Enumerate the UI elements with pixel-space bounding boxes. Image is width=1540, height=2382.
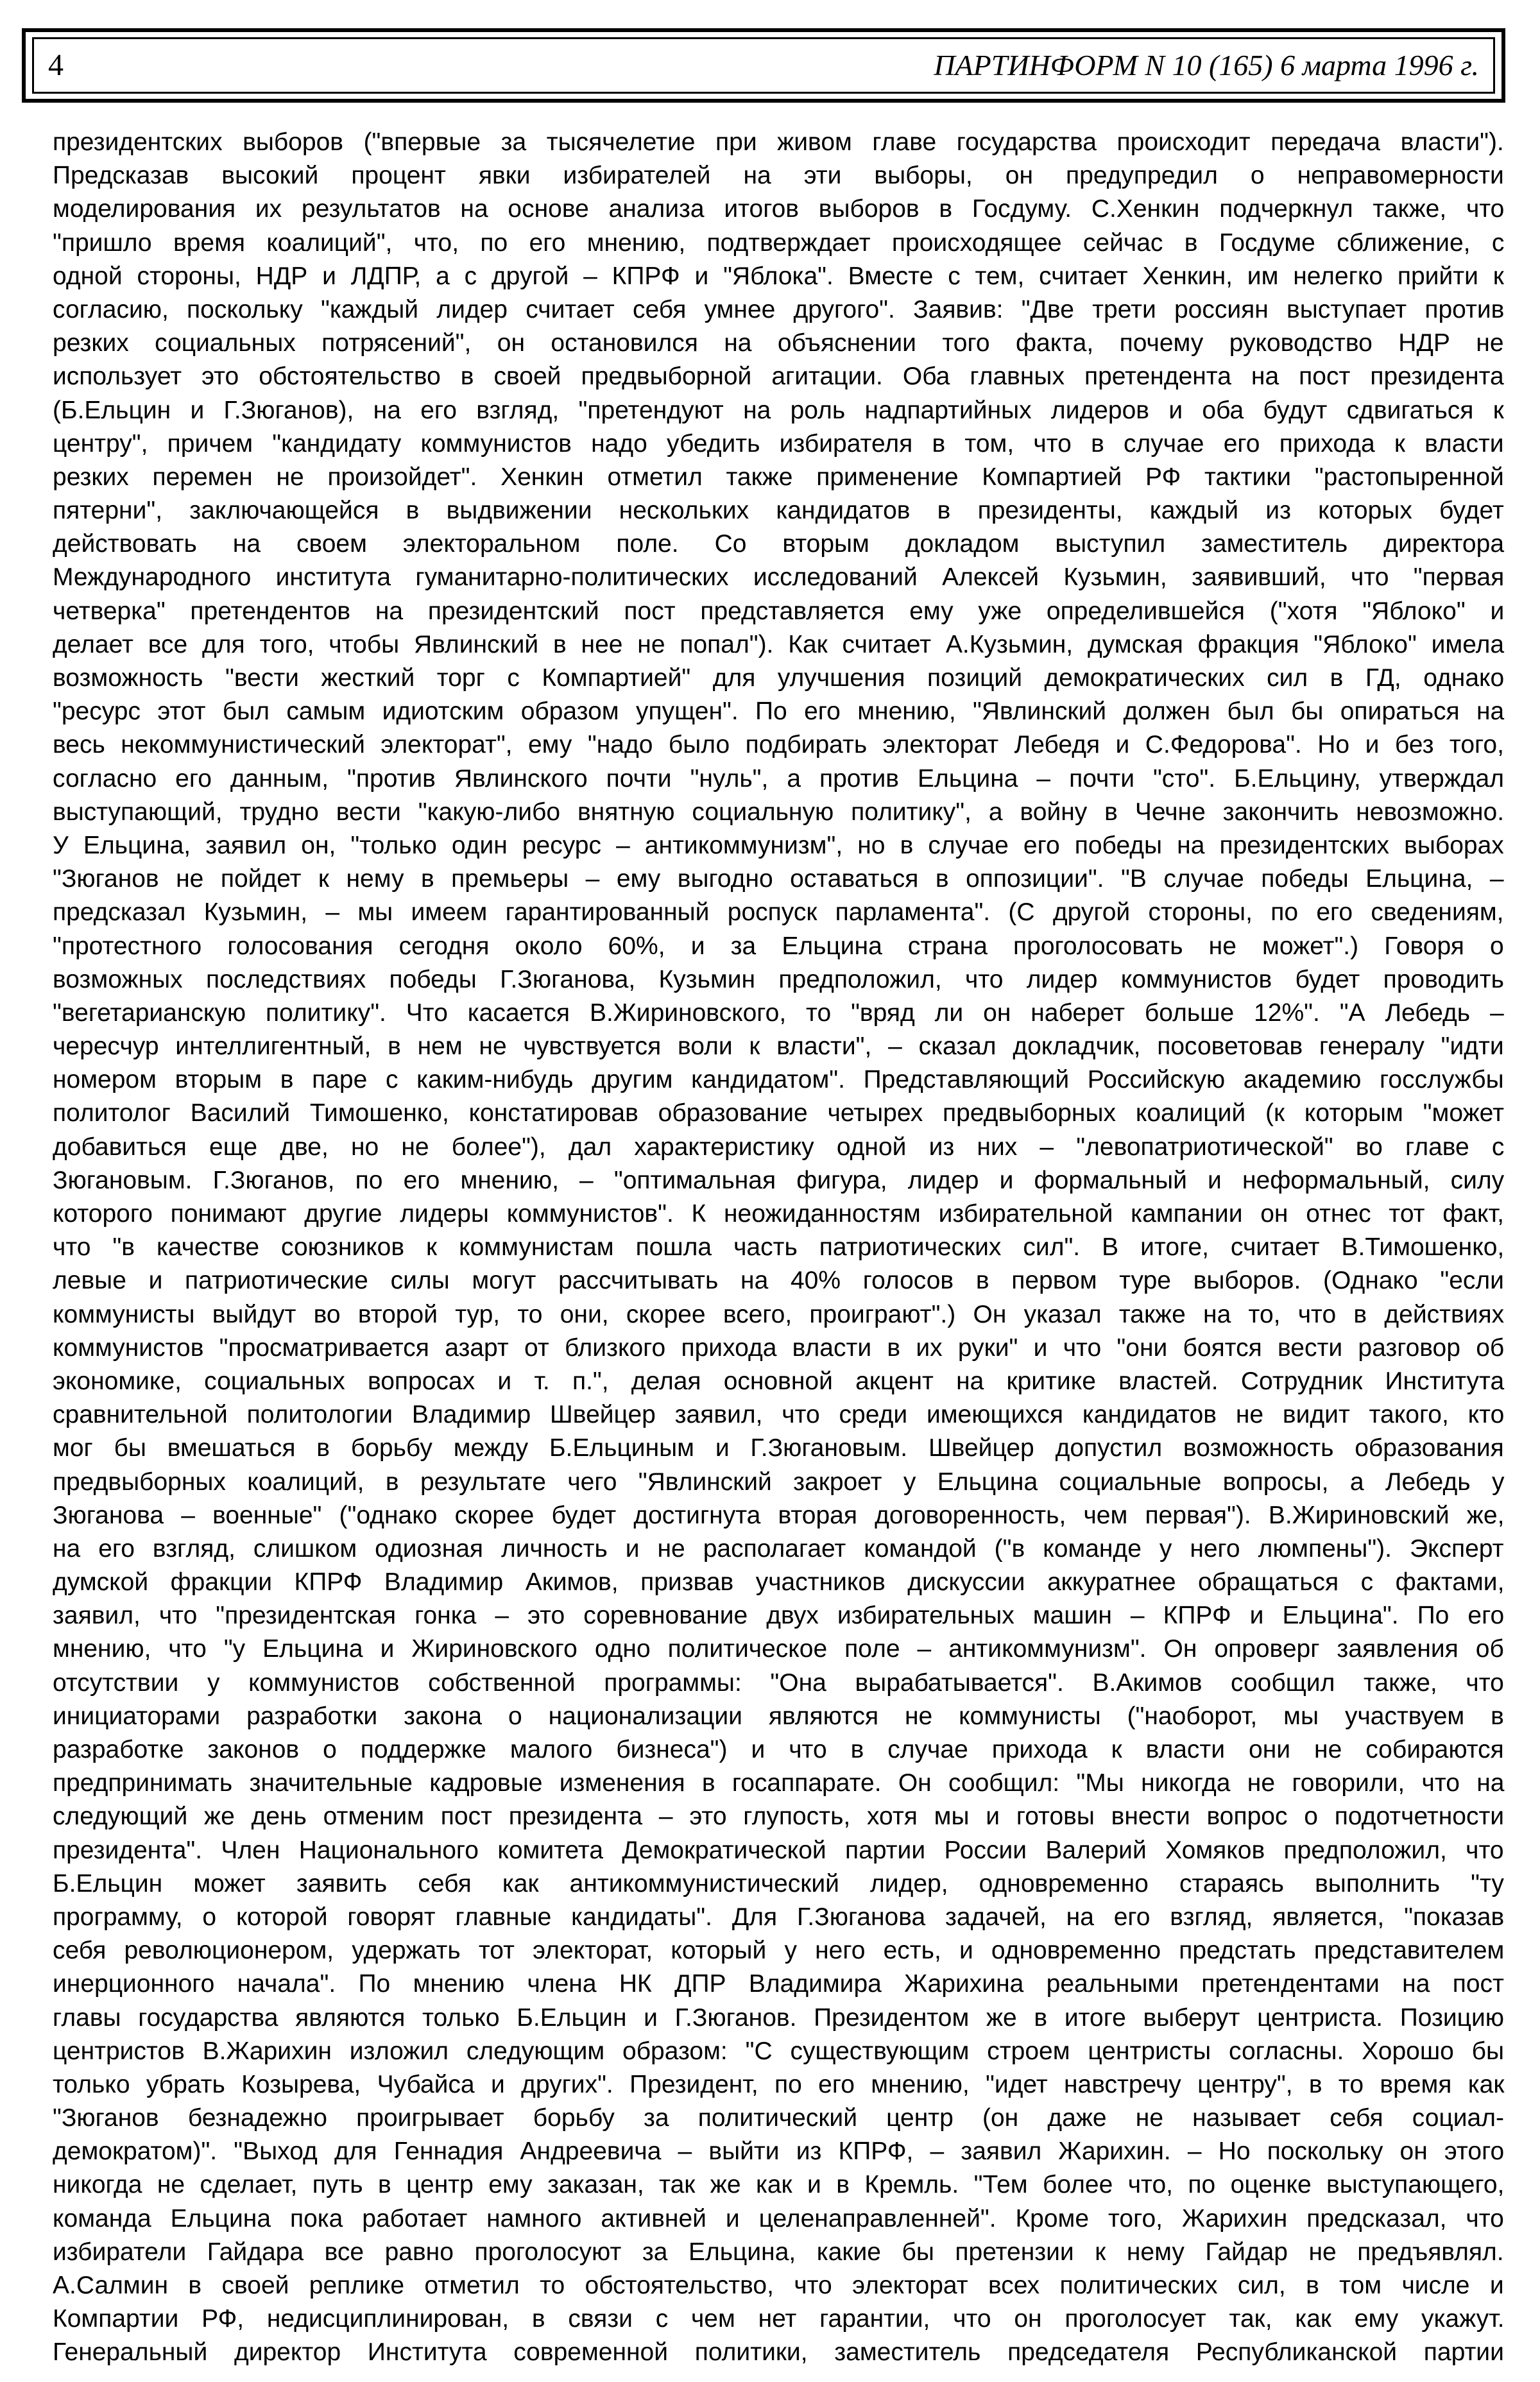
article-line: команда Ельцина пока работает намного активней и целенаправленней". Кроме того, Жарихин предсказал, что [53,2204,1504,2232]
article-line: весь некоммунистический электорат", ему "надо было подбирать электорат Лебедя и С.Федорова". Но и без того, [53,731,1504,759]
article-line: думской фракции КПРФ Владимир Акимов, призвав участников дискуссии аккуратнее обращаться с фактами, [53,1568,1505,1597]
article-line: сравнительной политологии Владимир Швейцер заявил, что среди имеющихся кандидатов не видит такого, кто [53,1401,1505,1429]
article-line: мнению, что "у Ельцина и Жириновского одно политическое поле – антикоммунизм". Он опроверг заявления об [53,1635,1504,1663]
article-line: инициаторами разработки закона о национализации являются не коммунисты ("наоборот, мы участвуем в [53,1702,1504,1730]
article-line: президента". Член Национального комитета Демократической партии России Валерий Хомяков предположил, что [53,1836,1504,1864]
article-line: согласно его данным, "против Явлинского почти "нуль", а против Ельцина – почти "сто". Б.Ельцину, утверждал [53,764,1504,793]
article-line: центристов В.Жарихин изложил следующим образом: "С существующим строем центристы согласны. Хорошо бы [53,2037,1505,2065]
article-line: чересчур интеллигентный, в нем не чувствуется воли к власти", – сказал докладчик, посоветовав генералу "идти [53,1032,1504,1061]
article-line: предпринимать значительные кадровые изменения в госаппарате. Он сообщил: "Мы никогда не говорили, что на [53,1769,1505,1797]
article-line: пятерни", заключающейся в выдвижении нескольких кандидатов в президенты, каждый из которых будет [53,497,1504,525]
article-line: Зюгановым. Г.Зюганов, по его мнению, – "оптимальная фигура, лидер и формальный и неформальный, силу [53,1166,1505,1194]
article-body [53,126,1504,2370]
article-line: одной стороны, НДР и ЛДПР, а с другой – КПРФ и "Яблока". Вместе с тем, считает Хенкин, им нелегко прийти к [53,262,1504,290]
article-line: делает все для того, чтобы Явлинский в нее не попал"). Как считает А.Кузьмин, думская фракция "Яблоко" имела [53,630,1505,658]
page-number: 4 [48,48,64,82]
article-line: президентских выборов ("впервые за тысячелетие при живом главе государства происходит передача власти"). [53,128,1504,156]
article-line: "Зюганов безнадежно проигрывает борьбу за политический центр (он даже не называет себя социал- [53,2104,1504,2132]
page-header [22,28,1505,103]
article-line: номером вторым в паре с каким-нибудь другим кандидатом". Представляющий Российскую академию госслужбы [53,1066,1504,1094]
article-line: которого понимают другие лидеры коммунистов". К неожиданностям избирательной кампании он отнес тот факт, [53,1200,1504,1228]
article-line: Предсказав высокий процент явки избирателей на эти выборы, он предупредил о неправомерности [53,162,1504,190]
article-line: Генеральный директор Института современной политики, заместитель председателя Республиканской партии [53,2338,1504,2367]
article-line: главы государства являются только Б.Ельцин и Г.Зюганов. Президентом же в итоге выберут центриста. Позицию [53,2003,1505,2032]
article-line: политолог Василий Тимошенко, констатировав образование четырех предвыборных коалиций (к которым "может [53,1099,1504,1127]
article-line: Б.Ельцин может заявить себя как антикоммунистический лидер, одновременно стараясь выполнить "ту [53,1869,1504,1898]
article-line: действовать на своем электоральном поле. Со вторым докладом выступил заместитель директора [53,530,1505,558]
article-line: "Зюганов не пойдет к нему в премьеры – ему выгодно оставаться в оппозиции". "В случае победы Ельцина, – [53,865,1504,893]
article-line: никогда не сделает, путь в центр ему заказан, так же как и в Кремль. "Тем более что, по оценке выступающего, [53,2171,1505,2199]
article-line: "ресурс этот был самым идиотским образом упущен". По его мнению, "Явлинский должен был бы опираться на [53,698,1505,726]
article-line: согласию, поскольку "каждый лидер считает себя умнее другого". Заявив: "Две трети россиян выступает против [53,295,1505,323]
article-line: четверка" претендентов на президентский пост представляется ему уже определившейся ("хотя "Яблоко" и [53,597,1505,625]
article-line: возможных последствиях победы Г.Зюганова, Кузьмин предположил, что лидер коммунистов будет проводить [53,965,1504,993]
article-line: что "в качестве союзников к коммунистам пошла часть патриотических сил". В итоге, считает В.Тимошенко, [53,1233,1505,1262]
article-line: Международного института гуманитарно-политических исследований Алексей Кузьмин, заявивший, что "первая [53,563,1505,592]
article-line: программу, о которой говорят главные кандидаты". Для Г.Зюганова задачей, на его взгляд, является, "показав [53,1903,1505,1931]
article-line: Зюганова – военные" ("однако скорее будет достигнута вторая договоренность, чем первая"). В.Жириновский же, [53,1501,1505,1529]
article-line: разработке законов о поддержке малого бизнеса") и что в случае прихода к власти они не собираются [53,1736,1504,1763]
article-line: предвыборных коалиций, в результате чего "Явлинский закроет у Ельцина социальные вопросы, а Лебедь у [53,1468,1505,1496]
article-line: использует это обстоятельство в своей предвыборной агитации. Оба главных претендента на пост президента [53,363,1504,391]
article-line: моделирования их результатов на основе анализа итогов выборов в Госдуму. С.Хенкин подчеркнул также, что [53,195,1505,223]
article-line: (Б.Ельцин и Г.Зюганов), на его взгляд, "претендуют на роль надпартийных лидеров и оба будут сдвигаться к [53,396,1504,424]
article-line: избиратели Гайдара все равно проголосуют за Ельцина, какие бы претензии к нему Гайдар не предъявлял. [53,2238,1504,2266]
page-header-frame [32,37,1495,94]
article-line: выступающий, трудно вести "какую-либо внятную социальную политику", а войну в Чечне закончить невозможно. [53,798,1505,826]
article-line: "пришло время коалиций", что, по его мнению, подтверждает происходящее сейчас в Госдуме сближение, с [53,228,1505,257]
article-line: мог бы вмешаться в борьбу между Б.Ельциным и Г.Зюгановым. Швейцер допустил возможность образования [53,1434,1504,1462]
article-line: себя революционером, удержать тот электорат, который у него есть, и одновременно предстать представителем [53,1937,1505,1965]
article-line: предсказал Кузьмин, – мы имеем гарантированный роспуск парламента". (С другой стороны, по его сведениям, [53,898,1504,927]
article-line: следующий же день отменим пост президента – это глупость, хотя мы и готовы внести вопрос о подотчетности [53,1803,1505,1831]
article-line: У Ельцина, заявил он, "только один ресурс – антикоммунизм", но в случае его победы на президентских выборах [53,831,1504,859]
article-line: Компартии РФ, недисциплинирован, в связи с чем нет гарантии, что он проголосует так, как ему укажут. [53,2305,1505,2333]
publication-title: ПАРТИНФОРМ N 10 (165) 6 марта 1996 г. [934,49,1479,81]
article-line: инерционного начала". По мнению члена НК ДПР Владимира Жарихина реальными претендентами на пост [53,1970,1504,1998]
article-line: центру", причем "кандидату коммунистов надо убедить избирателя в том, что в случае его прихода к власти [53,429,1504,458]
article-line: "протестного голосования сегодня около 60%, и за Ельцина страна проголосовать не может".) Говоря о [53,932,1504,960]
article-line: коммунистов "просматривается азарт от близкого прихода власти в их руки" и что "они боятся вести разговор об [53,1333,1505,1362]
article-line: демократом)". "Выход для Геннадия Андреевича – выйти из КПРФ, – заявил Жарихин. – Но поскольку он этого [53,2138,1505,2166]
article-line: "вегетарианскую политику". Что касается В.Жириновского, то "вряд ли он наберет больше 12%". "А Лебедь – [53,998,1504,1027]
article-line: добавиться еще две, но не более"), дал характеристику одной из них – "левопатриотической" во главе с [53,1133,1505,1161]
article-line: заявил, что "президентская гонка – это соревнование двух избирательных машин – КПРФ и Ельцина". По его [53,1602,1505,1630]
article-line: А.Салмин в своей реплике отметил то обстоятельство, что электорат всех политических сил, в том числе и [53,2272,1504,2299]
article-line: отсутствии у коммунистов собственной программы: "Она вырабатывается". В.Акимов сообщил также, что [53,1668,1504,1697]
article-line: только убрать Козырева, Чубайса и других". Президент, по его мнению, "идет навстречу центру", в то время как [53,2070,1505,2098]
article-line: левые и патриотические силы могут рассчитывать на 40% голосов в первом туре выборов. (Однако "если [53,1267,1504,1295]
article-line: резких перемен не произойдет". Хенкин отметил также применение Компартией РФ тактики "растопыренной [53,463,1504,491]
article-line: на его взгляд, слишком одиозная личность и не располагает командой ("в команде у него люмпены"). Эксперт [53,1534,1504,1563]
article-line: коммунисты выйдут во второй тур, то они, скорее всего, проиграют".) Он указал также на то, что в действиях [53,1300,1505,1328]
article-line: экономике, социальных вопросах и т. п.", делая основной акцент на критике властей. Сотрудник Института [53,1367,1505,1395]
article-line: резких социальных потрясений", он остановился на объяснении того факта, почему руководство НДР не [53,329,1504,357]
article-line: возможность "вести жесткий торг с Компартией" для улучшения позиций демократических сил в ГД, однако [53,664,1505,692]
